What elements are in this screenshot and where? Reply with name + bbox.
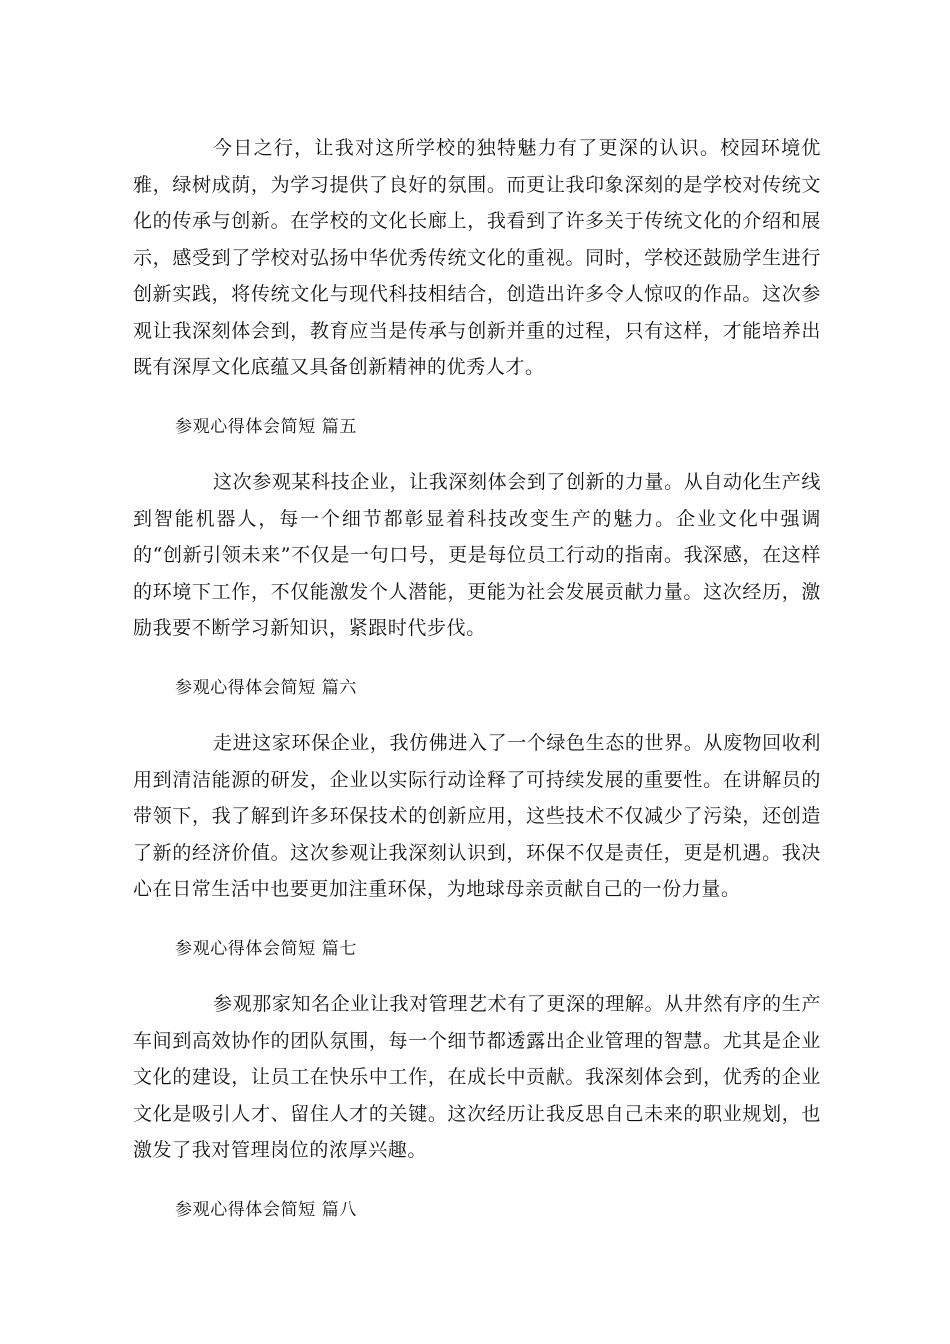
- section-heading-8: 参观心得体会简短 篇八: [175, 1199, 358, 1220]
- paragraph-management: 参观那家知名企业让我对管理艺术有了更深的理解。从井然有序的生产车间到高效协作的团队氛围，每一个细节都透露出企业管理的智慧。尤其是企业文化的建设，让员工在快乐中工作，在成长中贡献。我深刻体会到，优秀的企业文化是吸引人才、留住人才的关键。这次经历让我反思自己未来的职业规划，也激发了我对管理岗位的浓厚兴趣。: [133, 993, 821, 1161]
- section-heading-7: 参观心得体会简短 篇七: [175, 938, 358, 959]
- section-heading-6: 参观心得体会简短 篇六: [175, 677, 358, 698]
- document-body: [133, 130, 821, 1228]
- paragraph-eco-company: 走进这家环保企业，我仿佛进入了一个绿色生态的世界。从废物回收利用到清洁能源的研发，企业以实际行动诠释了可持续发展的重要性。在讲解员的带领下，我了解到许多环保技术的创新应用，这些技术不仅减少了污染，还创造了新的经济价值。这次参观让我深刻认识到，环保不仅是责任，更是机遇。我决心在日常生活中也要更加注重环保，为地球母亲贡献自己的一份力量。: [133, 732, 821, 900]
- paragraph-school-visit: 今日之行，让我对这所学校的独特魅力有了更深的认识。校园环境优雅，绿树成荫，为学习提供了良好的氛围。而更让我印象深刻的是学校对传统文化的传承与创新。在学校的文化长廊上，我看到了许多关于传统文化的介绍和展示，感受到了学校对弘扬中华优秀传统文化的重视。同时，学校还鼓励学生进行创新实践，将传统文化与现代科技相结合，创造出许多令人惊叹的作品。这次参观让我深刻体会到，教育应当是传承与创新并重的过程，只有这样，才能培养出既有深厚文化底蕴又具备创新精神的优秀人才。: [133, 137, 821, 378]
- section-heading-5: 参观心得体会简短 篇五: [175, 416, 358, 437]
- paragraph-tech-company: 这次参观某科技企业，让我深刻体会到了创新的力量。从自动化生产线到智能机器人，每一个细节都彰显着科技改变生产的魅力。企业文化中强调的“创新引领未来”不仅是一句口号，更是每位员工行动的指南。我深感，在这样的环境下工作，不仅能激发个人潜能，更能为社会发展贡献力量。这次经历，激励我要不断学习新知识，紧跟时代步伐。: [133, 471, 821, 639]
